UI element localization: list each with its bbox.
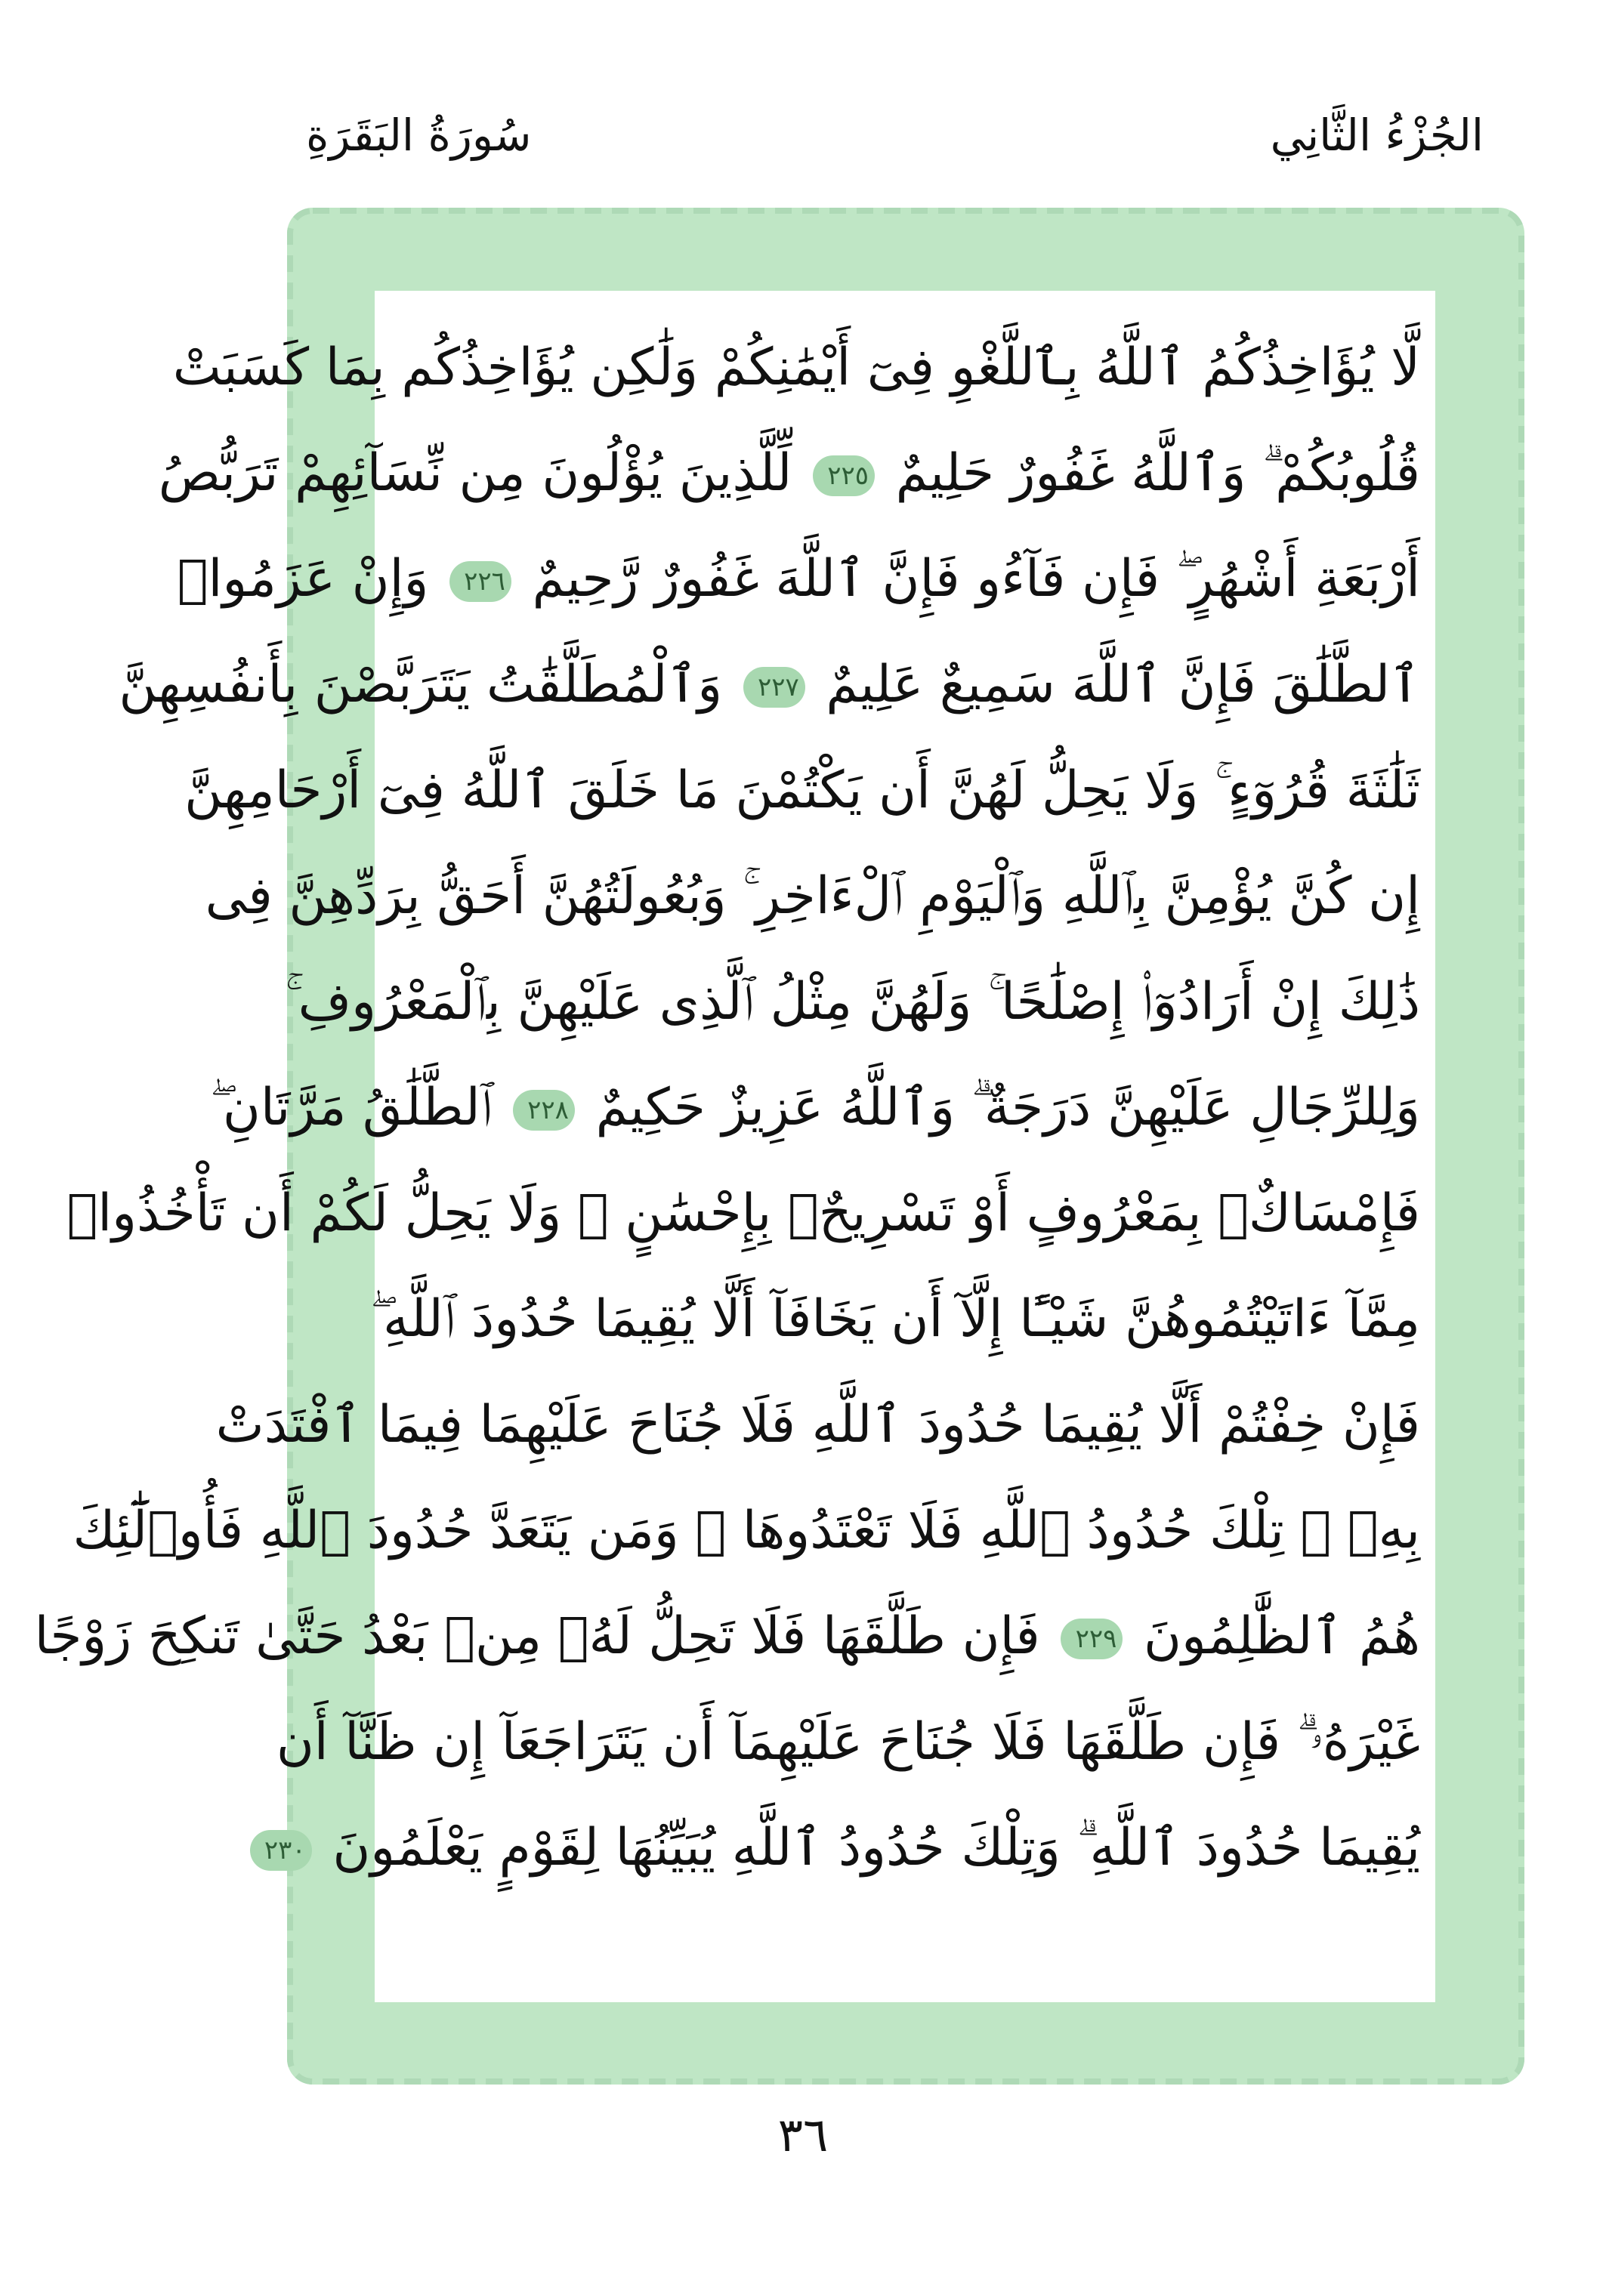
verse-text: مِمَّآ ءَاتَيْتُمُوهُنَّ شَيْـًٔا إِلَّآ أَن يَخَافَآ أَلَّا يُقِيمَا حُدُودَ ٱللَّهِ ۖ [370,1289,1420,1349]
page-number: ٣٦ [777,2107,829,2162]
quran-line-8 [209,1055,1420,1161]
quran-line-13 [34,1584,1420,1690]
quran-line-7 [285,949,1420,1055]
verse-text-continued: فَإِن طَلَّقَهَا فَلَا تَحِلُّ لَهُۥ مِنۢ بَعْدُ حَتَّىٰ تَنكِحَ زَوْجًا [34,1606,1040,1666]
verse-text: لَّا يُؤَاخِذُكُمُ ٱللَّهُ بِٱللَّغْوِ فِىٓ أَيْمَٰنِكُمْ وَلَٰكِن يُؤَاخِذُكُم بِمَا كَسَبَتْ [172,338,1420,397]
quran-line-6 [205,844,1420,949]
verse-text-continued: لِّلَّذِينَ يُؤْلُونَ مِن نِّسَآئِهِمْ تَرَبُّصُ [158,443,792,503]
ayah-number-marker: ٢٣٠ [250,1830,312,1871]
verse-text: وَلِلرِّجَالِ عَلَيْهِنَّ دَرَجَةٌ ۗ وَٱللَّهُ عَزِيزٌ حَكِيمٌ [595,1078,1420,1137]
surah-name: سُورَةُ البَقَرَةِ [306,110,532,161]
verse-text-continued: وَإِنْ عَزَمُوا۟ [177,549,429,609]
verse-text: ذَٰلِكَ إِنْ أَرَادُوٓا۟ إِصْلَٰحًا ۚ وَلَهُنَّ مِثْلُ ٱلَّذِى عَلَيْهِنَّ بِٱلْمَعْرُوفِ ۚ [285,972,1420,1032]
verse-text: ثَلَٰثَةَ قُرُوٓءٍ ۚ وَلَا يَحِلُّ لَهُنَّ أَن يَكْتُمْنَ مَا خَلَقَ ٱللَّهُ فِىٓ أَرْحَامِهِنَّ [184,761,1420,820]
verse-text: يُقِيمَا حُدُودَ ٱللَّهِ ۗ وَتِلْكَ حُدُودُ ٱللَّهِ يُبَيِّنُهَا لِقَوْمٍ يَعْلَمُونَ [332,1818,1420,1878]
quran-line-14 [276,1690,1420,1795]
verse-text: قُلُوبُكُمْ ۗ وَٱللَّهُ غَفُورٌ حَلِيمٌ [895,443,1420,503]
verse-text: أَرْبَعَةِ أَشْهُرٍ ۖ فَإِن فَآءُو فَإِنَّ ٱللَّهَ غَفُورٌ رَّحِيمٌ [532,549,1420,609]
verse-text: إِن كُنَّ يُؤْمِنَّ بِٱللَّهِ وَٱلْيَوْمِ ٱلْءَاخِرِ ۚ وَبُعُولَتُهُنَّ أَحَقُّ بِرَدِّهِنَّ فِى [205,866,1420,926]
ayah-number-marker: ٢٢٨ [513,1090,575,1131]
verse-text-continued: ٱلطَّلَٰقُ مَرَّتَانِ ۖ [209,1078,493,1137]
quran-line-12 [73,1478,1420,1584]
verse-text: فَإِنْ خِفْتُمْ أَلَّا يُقِيمَا حُدُودَ ٱللَّهِ فَلَا جُنَاحَ عَلَيْهِمَا فِيمَا ٱفْتَدَتْ [215,1395,1420,1455]
quran-line-4 [119,632,1420,738]
ayah-number-marker: ٢٢٧ [743,667,805,708]
quran-line-9 [66,1161,1420,1267]
verse-text: ٱلطَّلَٰقَ فَإِنَّ ٱللَّهَ سَمِيعٌ عَلِيمٌ [826,655,1420,714]
verse-text: غَيْرَهُۥ ۗ فَإِن طَلَّقَهَا فَلَا جُنَاحَ عَلَيْهِمَآ أَن يَتَرَاجَعَآ إِن ظَنَّآ أَن [276,1712,1420,1772]
juz-name: الجُزْءُ الثَّانِي [1270,110,1484,161]
verse-text: هُمُ ٱلظَّٰلِمُونَ [1144,1606,1420,1666]
quran-text-panel [34,291,1435,2002]
verse-text: بِهِۦ ۗ تِلْكَ حُدُودُ ٱللَّهِ فَلَا تَعْتَدُوهَا ۚ وَمَن يَتَعَدَّ حُدُودَ ٱللَّهِ فَأُو۟لَٰٓئِكَ [73,1501,1420,1560]
quran-line-10 [370,1267,1420,1372]
quran-line-11 [215,1372,1420,1478]
ayah-number-marker: ٢٢٦ [449,561,511,602]
ayah-number-marker: ٢٢٥ [813,455,875,496]
quran-line-3 [177,526,1420,632]
ayah-number-marker: ٢٢٩ [1061,1619,1123,1659]
quran-line-1 [172,315,1420,421]
quran-line-2 [158,421,1420,526]
quran-line-5 [184,738,1420,844]
verse-text: فَإِمْسَاكٌۢ بِمَعْرُوفٍ أَوْ تَسْرِيحٌۢ بِإِحْسَٰنٍ ۗ وَلَا يَحِلُّ لَكُمْ أَن تَأْخُذُوا۟ [66,1183,1420,1243]
quran-line-15 [264,1795,1420,1901]
verse-text-continued: وَٱلْمُطَلَّقَٰتُ يَتَرَبَّصْنَ بِأَنفُسِهِنَّ [119,655,723,714]
